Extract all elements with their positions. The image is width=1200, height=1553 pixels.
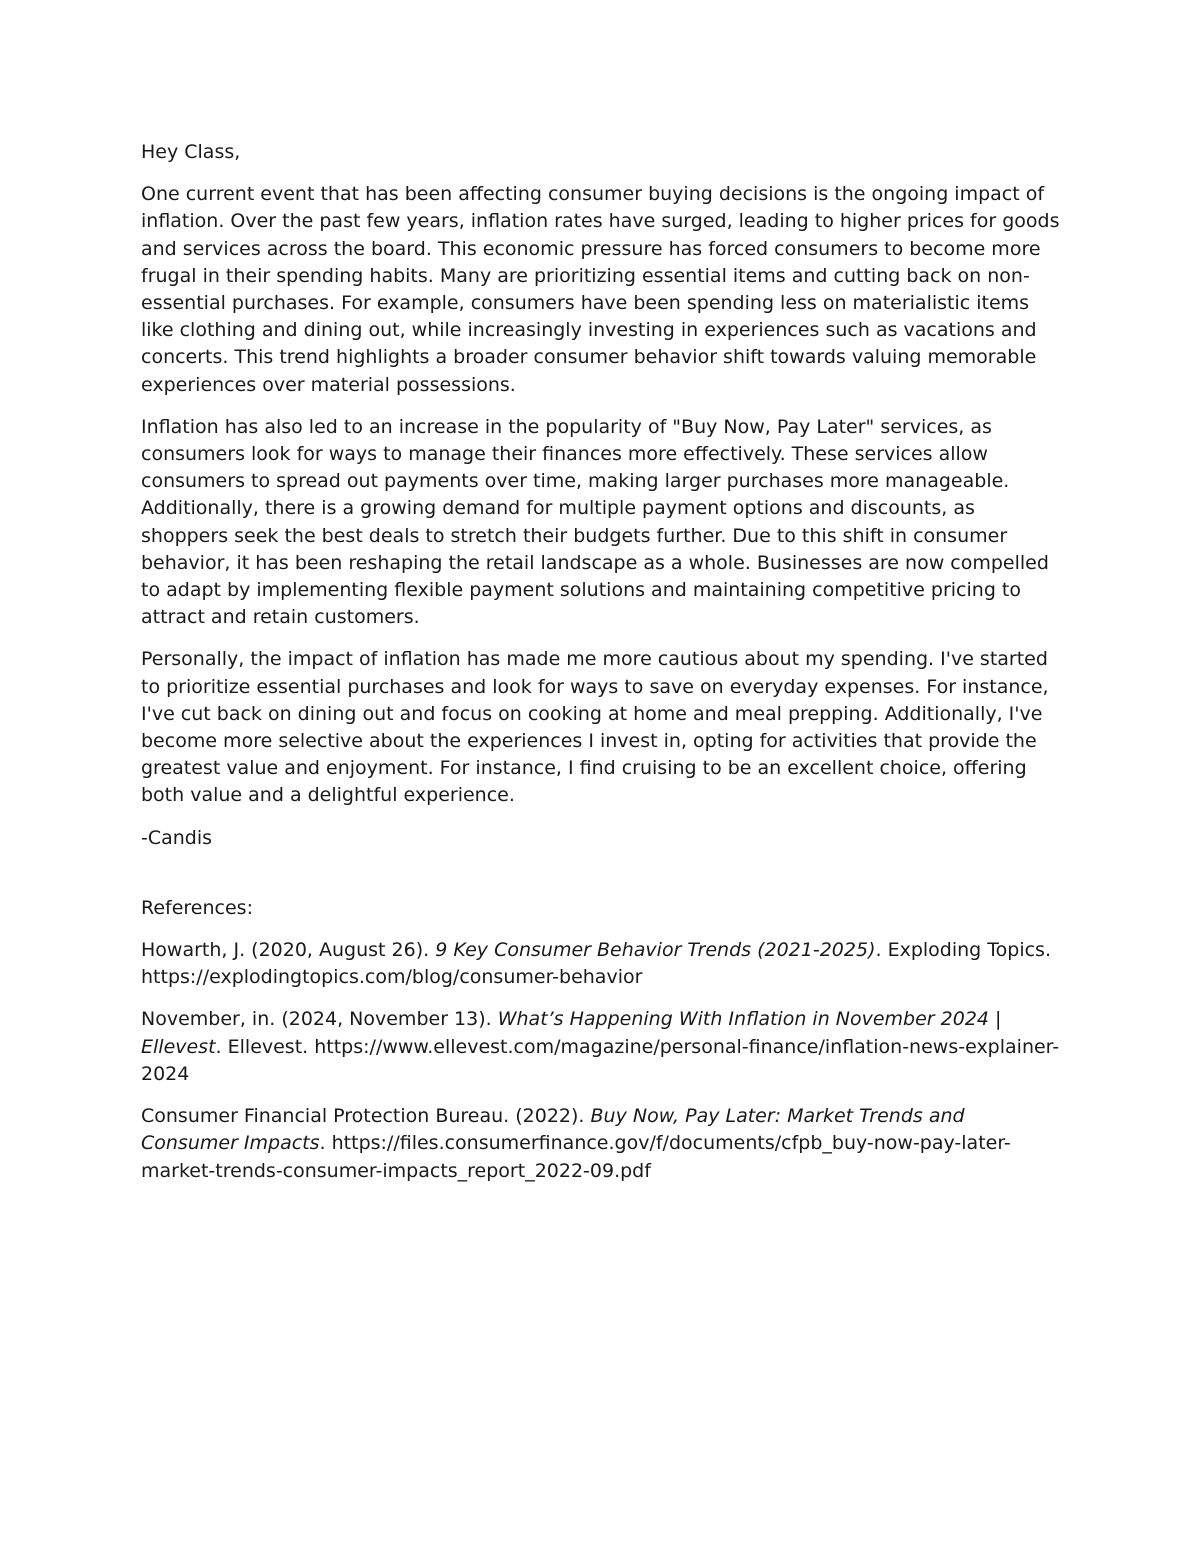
reference-source: . Ellevest. https://www.ellevest.com/magazine/personal-finance/inflation-news-explainer-2024 — [141, 1035, 1060, 1085]
reference-item — [141, 1103, 1066, 1185]
document-page — [141, 139, 1066, 1200]
reference-author-date: November, in. (2024, November 13). — [141, 1008, 498, 1031]
reference-source: . Exploding Topics. https://explodingtopics.com/blog/consumer-behavior — [141, 939, 1051, 989]
reference-title: Buy Now, Pay Later: Market Trends and Consumer Impacts — [141, 1105, 965, 1155]
reference-item — [141, 1006, 1066, 1088]
reference-title: What’s Happening With Inflation in November 2024 | Ellevest — [141, 1008, 1002, 1058]
greeting: Hey Class, — [141, 141, 241, 163]
body-paragraph-3: Personally, the impact of inflation has made me more cautious about my spending. I've started to prioritize essential purchases and look for ways to save on everyday expenses. For instance, I've cut back on dining out and focus on cooking at home and meal prepping. Additionally, I've become more selective about the experiences I invest in, opting for activities that provide the greatest value and enjoyment. For instance, I find cruising to be an excellent choice, offering both value and a delightful experience. — [141, 648, 1049, 807]
signature: -Candis — [141, 826, 213, 849]
reference-author-date: Consumer Financial Protection Bureau. (2022). — [141, 1105, 591, 1128]
reference-author-date: Howarth, J. (2020, August 26). — [141, 939, 436, 962]
body-paragraph-2: Inflation has also led to an increase in the popularity of "Buy Now, Pay Later" services, as consumers look for ways to manage their finances more effectively. These services allow consumers to spread out payments over time, making larger purchases more manageable. Additionally, there is a growing demand for multiple payment options and discounts, as shoppers seek the best deals to stretch their budgets further. Due to this shift in consumer behavior, it has been reshaping the retail landscape as a whole. Businesses are now compelled to adapt by implementing flexible payment solutions and maintaining competitive pricing to attract and retain customers. — [141, 415, 1049, 629]
reference-source: . https://files.consumerfinance.gov/f/documents/cfpb_buy-now-pay-later-market-trends-consumer-impacts_report_2022-09.pdf — [141, 1132, 1011, 1182]
reference-title: 9 Key Consumer Behavior Trends (2021-2025) — [435, 939, 876, 962]
reference-item — [141, 937, 1066, 991]
references-heading: References: — [141, 896, 253, 919]
body-paragraph-1: One current event that has been affecting consumer buying decisions is the ongoing impact of inflation. Over the past few years, inflation rates have surged, leading to higher prices for goods and services across the board. This economic pressure has forced consumers to become more frugal in their spending habits. Many are prioritizing essential items and cutting back on non-essential purchases. For example, consumers have been spending less on materialistic items like clothing and dining out, while increasingly investing in experiences such as vacations and concerts. This trend highlights a broader consumer behavior shift towards valuing memorable experiences over material possessions. — [141, 183, 1060, 396]
